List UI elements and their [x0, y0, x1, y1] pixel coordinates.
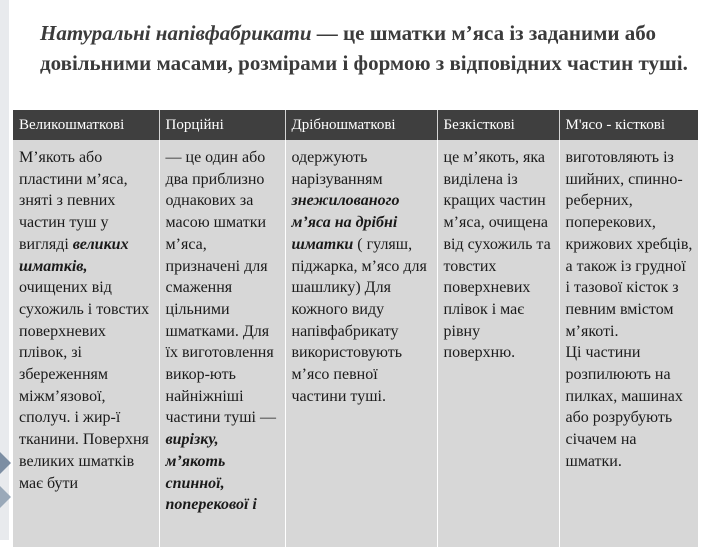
slide-title — [40, 18, 700, 78]
title-lead: Натуральні напівфабрикати — [40, 21, 312, 45]
column-header: Великошматкові — [13, 110, 159, 140]
cell-text: Ці частини розпилюють на пилках, машинах або розрубують січачем на шматки. — [565, 344, 683, 470]
cell-portion — [159, 140, 285, 547]
cell-emphasis: вирізку, м’якоть спинної, поперекової і — [165, 431, 257, 514]
column-header: М'ясо - кісткові — [559, 110, 698, 140]
column-header: Дрібношматкові — [285, 110, 437, 140]
cell-text: М’якоть або пластини м’яса, зняті з певних частин туш у вигляді — [19, 149, 128, 253]
cell-text: очищених від сухожиль і товстих поверхневих плівок, зі збереженням міжм’язової, сполуч. і жир-ї тканини. Поверхня великих шматків має бути — [19, 279, 150, 492]
cell-meat-bone — [559, 140, 698, 547]
cell-text: виготовляють із шийних, спинно-реберних, поперекових, крижових хребців, а також із грудної і тазової кісток з певним вмістом м’якоті. — [565, 149, 693, 340]
column-header: Порційні — [159, 110, 285, 140]
left-rail — [0, 0, 9, 540]
cell-text: — це один або два приблизно однакових за масою шматки м’яса, призначені для смаження цільними шматками. Для їх виготовлення викор-ють найніжніші частини туші — — [165, 149, 276, 427]
column-header: Безкісткові — [437, 110, 559, 140]
table-row — [13, 140, 698, 547]
cell-text: ( гуляш, піджарка, м’ясо для шашлику) Для кожного виду напівфабрикату використовують м’ясо певної частини туші. — [291, 235, 427, 405]
cell-large-pieces — [13, 140, 159, 547]
rail-arrow-icon — [0, 486, 11, 508]
cell-boneless — [437, 140, 559, 547]
title-rest: — це шматки м’яса із заданими або довільними масами, розмірами і формою з відповідних частин туші. — [40, 21, 688, 75]
cell-text: це м’якоть, яка виділена із кращих частин м’яса, очищена від сухожиль та товстих поверхневих плівок і має рівну поверхню. — [443, 149, 551, 362]
types-table — [13, 110, 698, 547]
rail-arrow-icon — [0, 452, 11, 474]
cell-small-pieces — [285, 140, 437, 547]
cell-text: одержують нарізуванням — [291, 149, 383, 188]
cell-emphasis: знежилованого м’яса на дрібні шматки — [291, 192, 400, 253]
table-header-row — [13, 110, 698, 140]
cell-emphasis: великих шматків, — [19, 235, 129, 275]
